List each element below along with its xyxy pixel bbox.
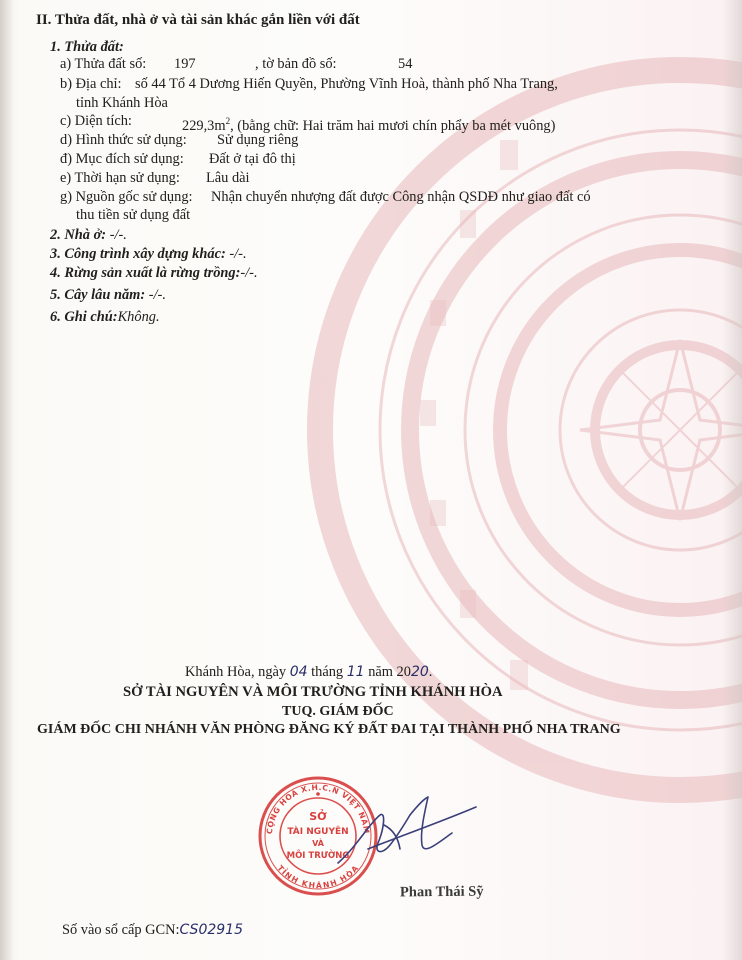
term-label: e) Thời hạn sử dụng:	[60, 170, 180, 186]
parcel-number: 197	[174, 56, 196, 72]
origin-label: g) Nguồn gốc sử dụng:	[60, 189, 193, 205]
construction-value: -/-.	[229, 246, 247, 262]
forest-row	[50, 264, 258, 282]
place-date-prefix: Khánh Hòa, ngày	[185, 664, 287, 680]
seal-center-line-3: VÀ	[312, 839, 324, 848]
address-line-1: số 44 Tổ 4 Dương Hiến Quyền, Phường Vĩnh Hoà, thành phố Nha Trang,	[135, 76, 558, 92]
perennial-label: 5. Cây lâu năm:	[50, 287, 146, 303]
house-value: -/-.	[109, 227, 127, 243]
map-sheet-number: 54	[398, 56, 413, 72]
forest-label: 4. Rừng sản xuất là rừng trồng:	[50, 265, 241, 281]
purpose-label: đ) Mục đích sử dụng:	[60, 151, 184, 167]
address-line-2: tỉnh Khánh Hòa	[76, 95, 168, 111]
perennial-value: -/-.	[148, 287, 166, 303]
place-date-line	[185, 663, 432, 681]
month-label: tháng	[311, 664, 344, 680]
area-unit-superscript: 2	[225, 116, 231, 126]
handwritten-year: 20	[410, 664, 429, 680]
house-label: 2. Nhà ở:	[50, 227, 107, 243]
land-heading: 1. Thửa đất:	[50, 39, 124, 55]
handwritten-day: 04	[289, 664, 308, 680]
area-in-words: , (bằng chữ: Hai trăm hai mươi chín phẩy ba mét vuông)	[230, 117, 556, 134]
note-row	[50, 308, 160, 326]
origin-line-2: thu tiền sử dụng đất	[76, 207, 191, 223]
origin-line-1: Nhận chuyển nhượng đất được Công nhận QSDĐ như giao đất có	[211, 189, 591, 205]
register-line	[62, 921, 243, 939]
parcel-label: a) Thửa đất số:	[60, 56, 147, 72]
register-label: Số vào sổ cấp GCN:	[62, 922, 180, 938]
map-sheet-label: , tờ bản đồ số:	[255, 56, 337, 72]
handwritten-month: 11	[346, 664, 365, 680]
handwritten-signature	[328, 785, 478, 880]
seal-center-line-2: TÀI NGUYÊN	[287, 827, 349, 837]
construction-row	[50, 245, 247, 263]
purpose-value: Đất ở tại đô thị	[209, 151, 296, 167]
usage-form-value: Sử dụng riêng	[217, 132, 299, 148]
year-label: năm 20	[368, 664, 411, 680]
area-number: 229,3m	[182, 117, 226, 134]
note-value: Không.	[117, 309, 160, 325]
usage-form-label: d) Hình thức sử dụng:	[60, 132, 187, 148]
signer-name: Phan Thái Sỹ	[399, 883, 484, 901]
construction-label: 3. Công trình xây dựng khác:	[50, 246, 226, 262]
page-edge-shadow	[722, 0, 742, 960]
tuq-director: TUQ. GIÁM ĐỐC	[282, 704, 394, 719]
area-label: c) Diện tích:	[60, 113, 132, 129]
section-title: II. Thửa đất, nhà ở và tài sản khác gắn liền với đất	[36, 12, 360, 28]
seal-bottom-text: TỈNH KHÁNH HÒA	[275, 863, 361, 891]
agency-name: SỞ TÀI NGUYÊN VÀ MÔI TRƯỜNG TỈNH KHÁNH HÒA	[123, 684, 503, 700]
perennial-row	[50, 286, 166, 304]
signer-position: GIÁM ĐỐC CHI NHÁNH VĂN PHÒNG ĐĂNG KÝ ĐẤT ĐAI TẠI THÀNH PHỐ NHA TRANG	[37, 722, 621, 737]
seal-center-line-1: SỞ	[309, 810, 327, 823]
year-end: .	[428, 664, 433, 680]
forest-value: -/-.	[240, 265, 258, 281]
note-label: 6. Ghi chú:	[50, 309, 118, 325]
term-value: Lâu dài	[206, 170, 250, 186]
page-edge-shadow-left	[0, 0, 14, 960]
house-row	[50, 226, 127, 244]
register-number: CS02915	[179, 922, 243, 938]
seal-ring-text: CỘNG HOÀ X.H.C.N VIỆT NAM	[264, 782, 372, 835]
address-label: b) Địa chỉ:	[60, 76, 122, 92]
seal-center-line-4: MÔI TRƯỜNG	[286, 851, 350, 861]
